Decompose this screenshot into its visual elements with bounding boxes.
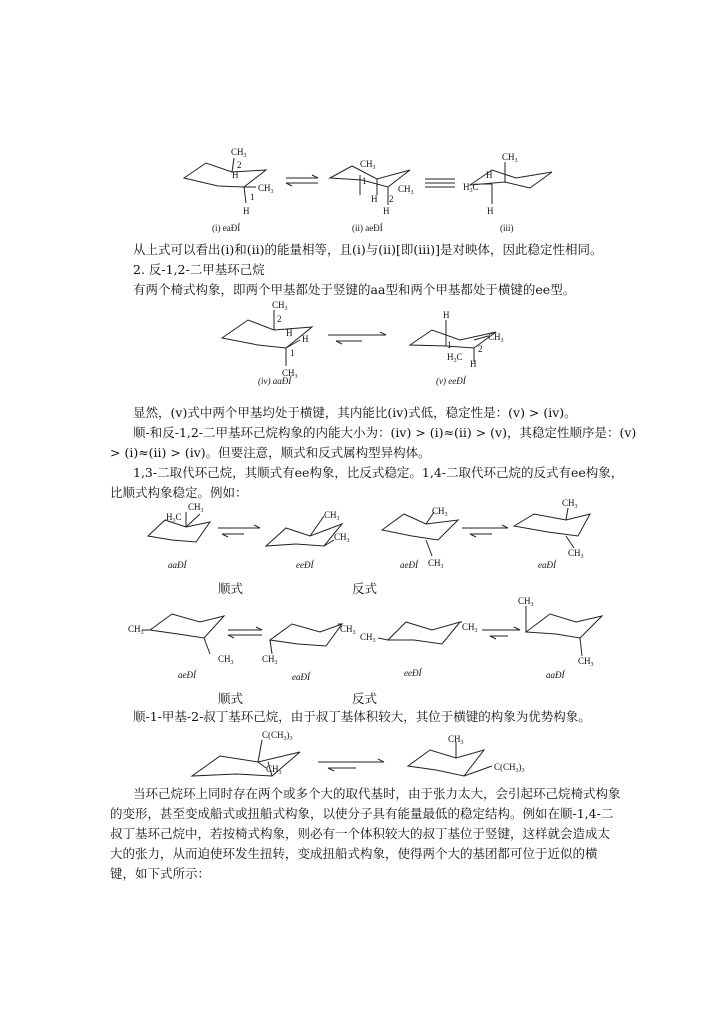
label-ch3: $CH_3$: [128, 624, 144, 636]
caption-ee: eeÐÍ: [296, 560, 314, 570]
label-ch3: $CH_3$: [262, 654, 278, 666]
paragraph-2: 有两个椅式构象，即两个甲基都处于竖键的aa型和两个甲基都处于横键的ee型。: [133, 282, 576, 297]
equilibrium-arrows: [318, 759, 384, 771]
equilibrium-arrows: [218, 525, 260, 537]
label-ch3: $CH_3$: [218, 654, 234, 666]
label-ch3: $CH_3$: [258, 183, 274, 195]
scheme1-structure-iii: [463, 152, 552, 216]
label-h: H: [243, 206, 250, 216]
equilibrium-arrows: [462, 525, 508, 537]
label-cis: 顺式: [218, 581, 244, 596]
section-heading-2: 2. 反-1,2-二甲基环己烷: [133, 262, 265, 277]
label-h: H: [383, 206, 390, 216]
label-h: H: [470, 359, 477, 369]
label-ch3: $CH_3$: [324, 510, 340, 522]
label-h: H: [302, 334, 309, 344]
caption-ee: eeÐÍ: [404, 668, 422, 678]
scheme4-cis-ea: [262, 624, 356, 666]
label-tbu: $C(CH_3)_3$: [494, 762, 525, 774]
caption-i: (i) eaÐÍ: [212, 223, 241, 233]
equilibrium-arrows: [328, 332, 386, 344]
caption-iv: (iv) aaÐÍ: [258, 376, 292, 386]
scheme3-trans-ea: [514, 498, 590, 560]
identical-symbol: [425, 179, 455, 187]
label-ch3: $CH_3$: [231, 147, 247, 159]
label-trans: 反式: [352, 581, 378, 596]
scheme3-trans-ae: [382, 506, 458, 570]
label-n2: 2: [478, 344, 483, 354]
label-ch3: $CH_3$: [488, 332, 504, 344]
label-ch3: $CH_3$: [518, 596, 534, 608]
label-h: H: [486, 170, 493, 180]
caption-ae: aeÐÍ: [400, 560, 418, 570]
scheme4-trans-aa: [518, 596, 602, 668]
label-ch3: $CH_3$: [462, 622, 478, 634]
caption-ea: eaÐÍ: [538, 560, 556, 570]
paragraph-3: 显然，(v)式中两个甲基均处于横键，其内能比(iv)式低，稳定性是：(v) > (iv)。: [133, 405, 577, 420]
scheme2-structure-v: [410, 310, 504, 369]
scheme3-cis-ee: [266, 510, 350, 546]
scheme4-trans-ee: [360, 622, 478, 644]
label-ch3: $CH_3$: [360, 159, 376, 171]
caption-aa: aaÐÍ: [546, 670, 565, 680]
label-ch3: $CH_3$: [448, 734, 464, 746]
scheme1-structure-ii: [330, 159, 414, 216]
equilibrium-arrows: [286, 175, 318, 186]
label-ch3: $CH_3$: [340, 624, 356, 636]
scheme3-cis-aa: [148, 502, 210, 542]
scheme5-right: [408, 734, 525, 776]
scheme4-cis-ae: [128, 614, 234, 666]
label-ch3: $CH_3$: [578, 656, 594, 668]
caption-v: (v) eeÐÍ: [436, 376, 466, 386]
caption-ae: aeÐÍ: [178, 670, 196, 680]
label-ch3: $CH_3$: [188, 502, 204, 514]
label-h: H: [286, 328, 293, 338]
label-ch3: $CH_3$: [562, 498, 578, 510]
paragraph-7: 当环己烷环上同时存在两个或多个大的取代基时，由于张力太大，会引起环己烷椅式构象的变形，甚至变成船式或扭船式构象，以使分子具有能量最低的稳定结构。例如在顺-1,4-二叔丁基环己烷中，若按椅式构象，则必有一个体积较大的叔丁基位于竖键，这样就会造成太大的张力，从而迫使环发生扭转，变成扭船式构象，使得两个大的基团都可位于近似的横键，如下式所示：: [110, 786, 621, 881]
label-ch3: $CH_3$: [334, 532, 350, 544]
label-h: H: [371, 194, 378, 204]
caption-ea: eaÐÍ: [292, 672, 310, 682]
paragraph-4-line2: > (i)≈(ii) > (iv)。但要注意，顺式和反式属构型异构体。: [110, 445, 431, 460]
scheme1-structure-i: [184, 147, 274, 216]
label-ch3: $CH_3$: [502, 152, 518, 164]
caption-ii: (ii) aeÐÍ: [352, 223, 383, 233]
label-n1: 1: [290, 348, 295, 358]
label-ch3: $CH_3$: [272, 300, 288, 312]
label-ch3: $CH_3$: [568, 548, 584, 560]
label-h3c: $H_3C$: [463, 182, 479, 194]
label-n1: 1: [250, 192, 255, 202]
label-h3c: $H_3C$: [447, 352, 463, 364]
label-ch3: $CH_3$: [266, 764, 282, 776]
caption-aa: aaÐÍ: [168, 560, 187, 570]
label-ch3: $CH_3$: [360, 632, 376, 644]
label-n2: 2: [389, 194, 394, 204]
label-h: H: [487, 206, 494, 216]
label-ch3: $CH_3$: [398, 184, 414, 196]
scheme5-left: [192, 730, 300, 776]
label-n1: 1: [362, 176, 367, 186]
paragraph-1: 从上式可以看出(i)和(ii)的能量相等，且(i)与(ii)[即(iii)]是对映体，因此稳定性相同。: [133, 242, 603, 257]
equilibrium-arrows: [482, 627, 520, 639]
label-h3c: $H_3C$: [166, 512, 182, 524]
scheme2-structure-iv: [222, 300, 312, 380]
label-ch3: $CH_3$: [428, 558, 444, 570]
caption-iii: (iii): [500, 223, 514, 233]
equilibrium-arrows: [228, 627, 262, 638]
label-ch3: $CH_3$: [432, 506, 448, 518]
label-n2: 2: [277, 314, 282, 324]
paragraph-6: 顺-1-甲基-2-叔丁基环己烷，由于叔丁基体积较大，其位于横键的构象为优势构象。: [133, 709, 591, 724]
label-n2: 2: [237, 160, 242, 170]
label-tbu: $C(CH_3)_3$: [262, 730, 293, 742]
label-n1: 1: [447, 340, 452, 350]
label-h: H: [443, 310, 450, 320]
label-h: H: [232, 170, 239, 180]
paragraph-5-line2: 比顺式构象稳定。例如：: [110, 485, 248, 500]
label-cis: 顺式: [218, 691, 244, 706]
label-trans: 反式: [352, 691, 378, 706]
paragraph-5-line1: 1,3-二取代环己烷，其顺式有ee构象，比反式稳定。1,4-二取代环己烷的反式有ee构象，: [133, 465, 624, 480]
paragraph-4-line1: 顺-和反-1,2-二甲基环己烷构象的内能大小为：(iv) > (i)≈(ii) > (v)，其稳定性顺序是：(v): [133, 425, 637, 440]
label-ch3: $CH_3$: [282, 368, 298, 380]
